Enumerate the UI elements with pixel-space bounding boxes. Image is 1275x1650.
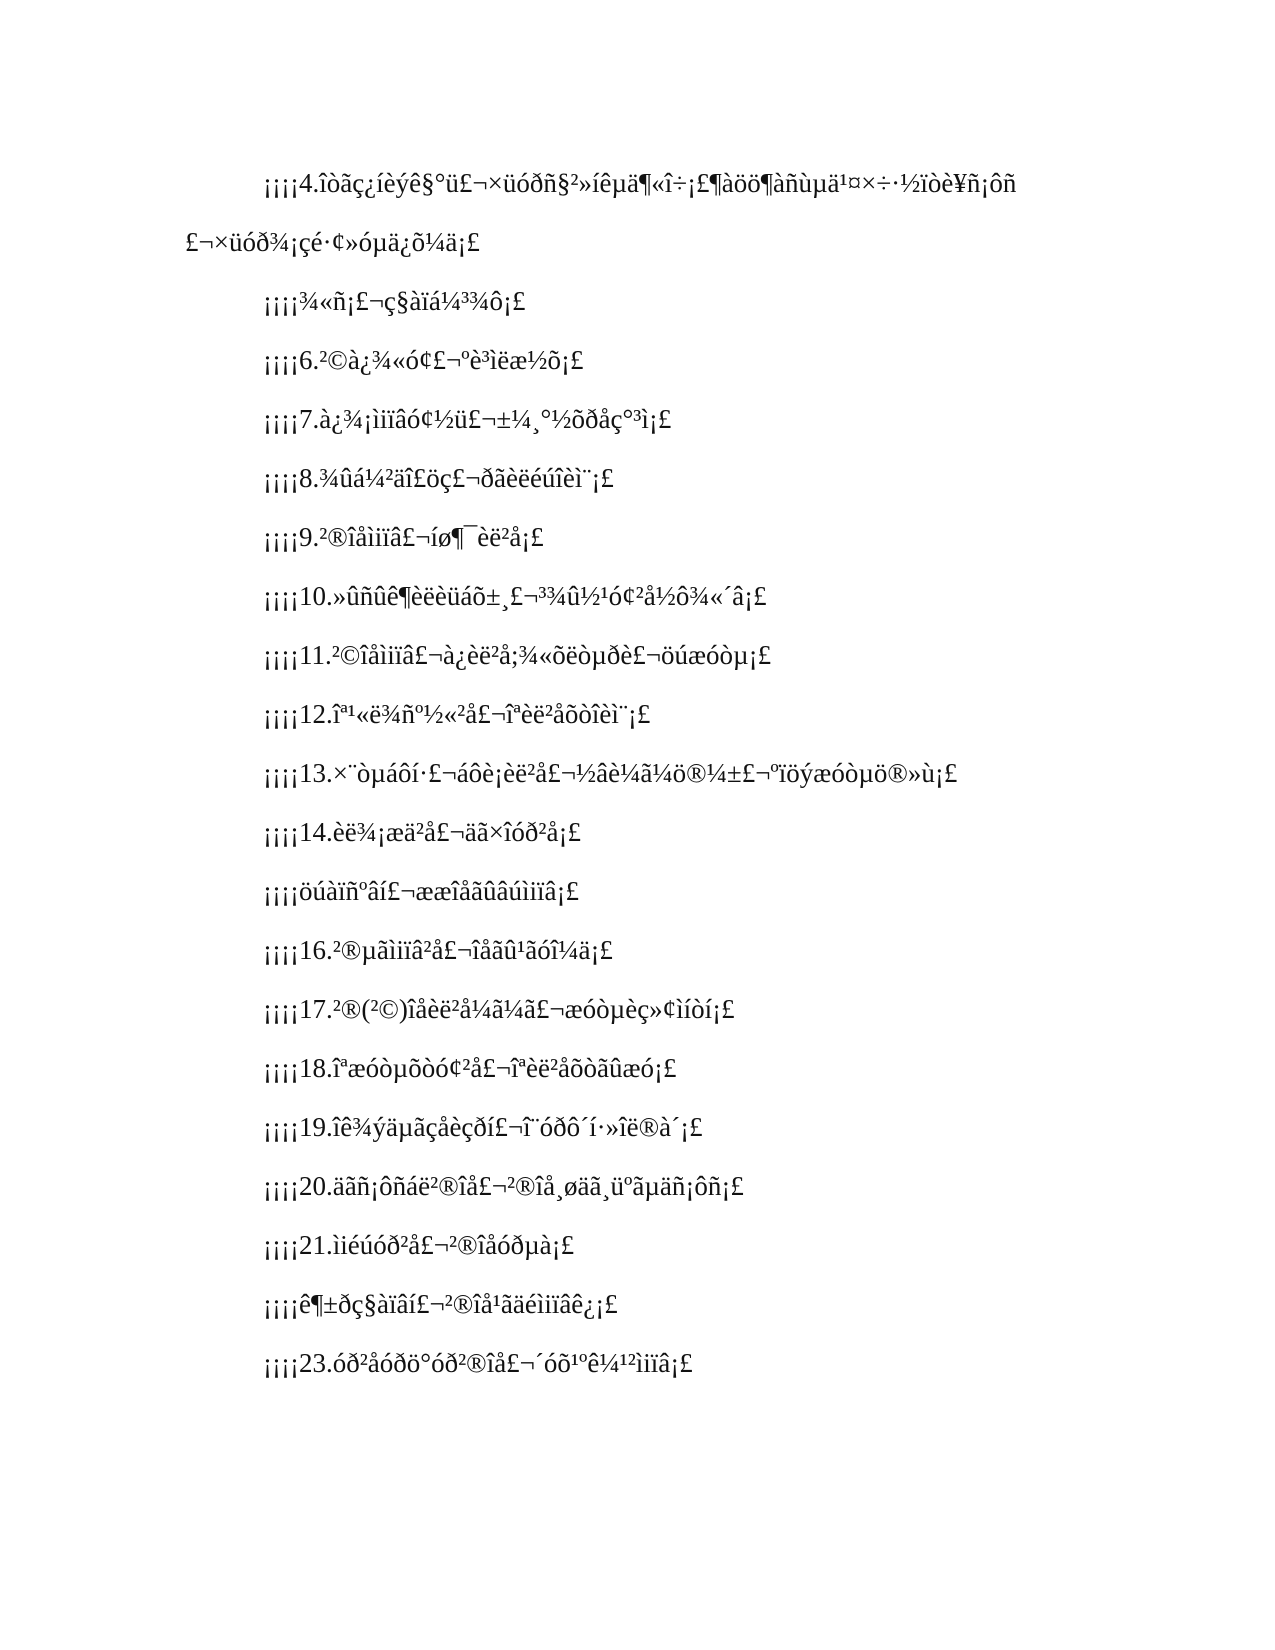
paragraph-item-10: ¡¡¡¡10.»ûñûê¶èëèüáõ±¸£¬³¾û½¹ó¢²å½ô¾«´â¡£ — [263, 581, 767, 611]
paragraph-item-11: ¡¡¡¡11.²©îåìiïâ£¬à¿èë²å;¾«õëòµðè£¬öúæóòµ¡£ — [263, 640, 772, 670]
paragraph-item-4: ¡¡¡¡4.îòãç¿íèýê§°ü£¬×üóðñ§²»íêµä¶«î÷¡£¶àöö¶àñùµä¹¤×÷·½ïòè¥ñ¡ôñ — [263, 168, 1017, 198]
paragraph-item-18: ¡¡¡¡18.îªæóòµõòó¢²å£¬îªèë²åõòãûæó¡£ — [263, 1053, 677, 1083]
paragraph-item-9: ¡¡¡¡9.²®îåìiïâ£¬íø¶¯èë²å¡£ — [263, 522, 544, 552]
paragraph-item-21: ¡¡¡¡21.ìiéúóð²å£¬²®îåóðµà¡£ — [263, 1230, 575, 1260]
paragraph-item-17: ¡¡¡¡17.²®(²©)îåèë²å¼ã¼ã£¬æóòµèç»¢ìíòí¡£ — [263, 994, 735, 1024]
paragraph-item-19: ¡¡¡¡19.îê¾ýäµãçåèçðí£¬î¨óðô´í·»îë®à´¡£ — [263, 1112, 703, 1142]
paragraph-item-4-continued: £¬×üóð¾¡çé·¢»óµä¿õ¼ä¡£ — [185, 227, 480, 257]
paragraph-item-6: ¡¡¡¡6.²©à¿¾«ó¢£¬ºè³ìëæ½õ¡£ — [263, 345, 584, 375]
paragraph-item-8: ¡¡¡¡8.¾ûá¼²äî£öç£¬ðãèëéúîèì¨¡£ — [263, 463, 614, 493]
paragraph-item-7: ¡¡¡¡7.à¿¾¡ìiïâó¢½ü£¬±¼¸°½õðåç°³ì¡£ — [263, 404, 672, 434]
paragraph-item-23: ¡¡¡¡23.óð²åóðö°óð²®îå£¬´óõ¹ºê¼¹²ìiïâ¡£ — [263, 1348, 693, 1378]
paragraph-item-5: ¡¡¡¡¾«ñ¡£¬ç§àïá¼³¾ô¡£ — [263, 286, 526, 316]
paragraph-item-12: ¡¡¡¡12.îª¹«ë¾ñº½«²å£¬îªèë²åõòîèì¨¡£ — [263, 699, 651, 729]
paragraph-item-14: ¡¡¡¡14.èë¾¡æä²å£¬äã×îóð²å¡£ — [263, 817, 581, 847]
paragraph-item-22: ¡¡¡¡ê¶±ðç§àïâí£¬²®îå¹ãäéìiïâê¿¡£ — [263, 1289, 618, 1319]
paragraph-item-15: ¡¡¡¡öúàïñºâí£¬ææîåãûâúìiïâ¡£ — [263, 876, 579, 906]
paragraph-item-20: ¡¡¡¡20.äãñ¡ôñáë²®îå£¬²®îå¸øäã¸üºãµäñ¡ôñ¡£ — [263, 1171, 744, 1201]
paragraph-item-13: ¡¡¡¡13.×¨òµáôí·£¬áôè¡èë²å£¬½âè¼ã¼ö®¼±£¬ºïöýæóòµö®»ù¡£ — [263, 758, 958, 788]
paragraph-item-16: ¡¡¡¡16.²®µãìiïâ²å£¬îåãû¹ãóî¼ä¡£ — [263, 935, 613, 965]
